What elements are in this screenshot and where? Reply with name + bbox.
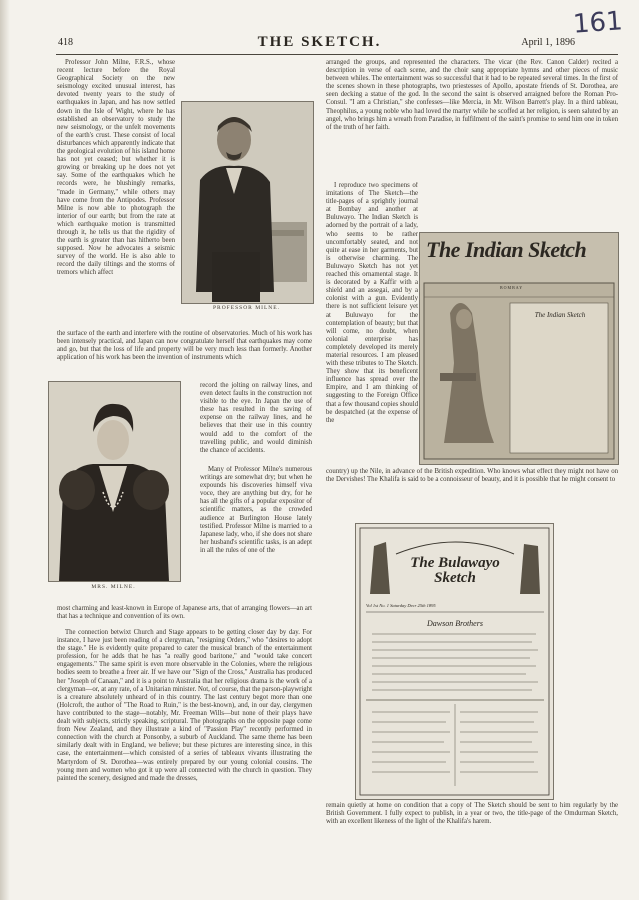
mrs-portrait-illustration <box>49 382 180 581</box>
bulawayo-sketch-masthead: The Bulawayo Sketch <box>410 555 500 586</box>
masthead-title: THE SKETCH. <box>257 34 382 50</box>
milne-article-wide: the surface of the earth and interfere with the routine of observatories. Much of his work has been intensely practical, and Japan can now congratulate herself that earthquakes may come and go, but that the loss of life and property will be very much less than formerly. Another application of his work has been the invention of instruments which <box>57 330 312 362</box>
indian-sketch-cover <box>419 232 619 465</box>
page-number: 418 <box>58 37 73 48</box>
mrs-milne-photo <box>48 381 181 582</box>
indian-sketch-inner-title: The Indian Sketch <box>534 311 586 319</box>
indian-sketch-masthead: The Indian Sketch <box>426 237 587 262</box>
omdurman-paragraph: remain quietly at home on condition that a copy of The Sketch should be sent to him regularly by the British Government. I fully expect to publish, in a year or two, the title-page of the Omdurman Sketch, with an excellent likeness of the light of the Khalifa's harem. <box>326 802 618 826</box>
page-spine-shadow <box>0 0 10 900</box>
khalifa-paragraph: country) up the Nile, in advance of the British expedition. Who knows what effect they might not have on the Dervishes! The Khalifa is said to be a connoisseur of beauty, and it is possible that he might consent to <box>326 468 618 484</box>
mrs-milne-caption: MRS. MILNE. <box>91 584 136 590</box>
handwritten-number: 161 <box>572 6 624 40</box>
passion-play-article: arranged the groups, and represented the characters. The vicar (the Rev. Canon Calder) recited a description in verse of each scene, and the choir sang appropriate hymns and other pieces of music between whiles. The entertainment was so successful that it had to be repeated several times. In the first of the scenes shown in these photographs, two priestesses of Apollo, apostate friends of St. Dorothea, are seen decking a statue of the god. In the second the saint is observed arraigned before the Roman Pro-Consul. "I am a Christian," she confesses—like Mercia, in Mr. Wilson Barrett's play. In a third tableau, Theophilus, a young noble who had loved the martyr while he scoffed at her religion, is seen saluted by an angel, who brings him a wreath from Paradise, in fulfilment of the saint's promise to send him one in token of the truth of her faith. <box>326 59 618 131</box>
indian-sketch-illustration <box>420 233 618 464</box>
bulawayo-sketch-cover <box>355 523 554 800</box>
milne-article-right: record the jolting on railway lines, and even detect faults in the construction not visible to the eye. In Japan the use of these has resulted in the saving of expense on the railway lines, and he believes that their use in this country would add to the comfort of the travelling public, and would diminish the chance of accidents. <box>200 382 312 454</box>
milne-article-right-2: Many of Professor Milne's numerous writings are somewhat dry; but when he expounds his discoveries himself viva voce, they are anything but dry, for he has all the gifts of a popular expositor of scientific matters, as the crowded audience at Burlington House lately testified. Professor Milne is married to a Japanese lady, who, if she does not share her husband's scientific tasks, is an adept in all the rules of one of the <box>200 466 312 554</box>
header-rule <box>56 54 618 55</box>
bulawayo-sketch-dateline: Vol 1st No. 1 Saturday Decr 25th 1895 <box>366 603 436 608</box>
sketch-imitations-article: I reproduce two specimens of imitations of The Sketch—the title-pages of a sprightly journal at Bombay and another at Buluwayo. The Indian Sketch is adorned by the portrait of a lady, who seems to be rather uncomfortably seated, and not quite at ease in her garments, but is otherwise charming. The Buluwayo Sketch has not yet reached this ornamental stage. It is decorated by a Kaffir with a shield and an assegai, and by a colonist with a gun. Evidently there is not sufficient leisure yet at Buluwayo for the contemplation of beauty; but that will come, no doubt, when colonial enterprise has completely developed its merely material resources. I am pleased with these tributes to The Sketch. They show that its beneficent influence has spread over the Empire, and I am thinking of suggesting to the Foreign Office that a few thousand copies should be despatched (at the expense of the <box>326 182 418 424</box>
milne-article-top: Professor John Milne, F.R.S., whose recent lecture before the Royal Geographical Society on the new seismology excited unusual interest, has devoted twenty years to the study of earthquakes in Japan, and has now settled down in the Isle of Wight, where he has established an observatory to study the new seismology, or the unfelt movements of the earth's crust. These consist of local disturbances which apparently indicate that the geological evolution of his island home has not yet ceased; but whether it is growing or breaking up he does not yet say. Some of the earthquakes which he records were, he blushingly remarks, "made in Germany," while others may have come from the Antipodes. Professor Milne is now able to photograph the interior of our earth; but from the rate at which earthquake motion is transmitted through it, he tells us that the rigidity of the earth is greater than has hitherto been supposed. Now he advocates a seismic survey of the world. He is also able to record the daily tiltings and the storms of tremors which affect <box>57 59 175 277</box>
issue-date: April 1, 1896 <box>521 37 575 48</box>
indian-sketch-subhead: BOMBAY <box>500 285 524 290</box>
professor-milne-photo <box>181 101 314 304</box>
professor-portrait-illustration <box>182 102 313 303</box>
bulawayo-sketch-advertiser: Dawson Brothers <box>427 619 483 628</box>
milne-article-bottom: most charming and least-known in Europe of Japanese arts, that of arranging flowers—an art that has a technique and convention of its own. <box>57 605 312 621</box>
church-stage-article: The connection betwixt Church and Stage appears to be getting closer day by day. For instance, I have just been reading of a clergyman, "resigning Orders," who "desires to adopt the stage." He is evidently quite prepared to cater the musical branch of the entertainment profession, for he adds that he has "a really good baritone," and "would take concert engagements." The same spirit is even more observable in the Colonies, where the religious bodies seem to breathe a freer air. If we have our "Sign of the Cross," Australia has produced her "Joseph of Canaan," and it is a point to Australia that her religious drama is the work of a clergyman—or, at any rate, of a Unitarian minister. Not, of course, that the parson-playwright is a creature absolutely unheard of in this country. The last century begot more than one (Holcroft, the author of "The Road to Ruin," is the best-known), and, in our day, clergymen have contributed to the stage—notably, Mr. Freeman Wills—but none of their plays have dealt with subjects, strictly speaking, scriptural. The photographs on the opposite page come from New Zealand, and they illustrate a kind of "Passion Play" recently performed in connection with the church at Ponsonby, a suburb of Auckland. The same theme has been similarly dealt with in England, we believe; but these pictures are interesting since, in this case, the entertainment—which consisted of a series of tableaux vivants illustrating the Martyrdom of St. Dorothea—was entirely prepared by our young colonial cousins. The young men and women who got it up were all connected with the church in question. They painted the scenery, designed and made the dresses, <box>57 629 312 782</box>
professor-milne-caption: PROFESSOR MILNE. <box>212 305 281 311</box>
